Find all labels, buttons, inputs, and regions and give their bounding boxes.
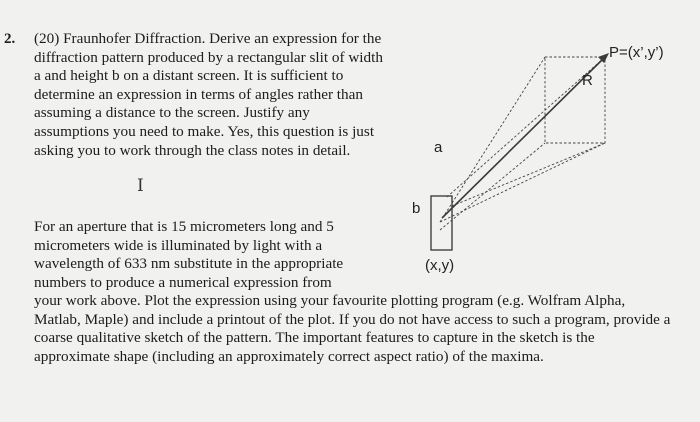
question-paragraph-1: (20) Fraunhofer Diffraction. Derive an expression for the diffraction pattern produced by a rectangular slit of width a and height b on a distant screen. It is sufficient to determine an expression in terms of angles rather than assuming a distance to the screen. Justify any assumptions you need to make. Yes, this question is just asking you to work through the class notes in detail. — [34, 30, 383, 159]
label-source-point: (x,y) — [425, 257, 455, 274]
dashed-ray-5 — [452, 143, 605, 206]
label-screen-point: P=(x’,y’) — [609, 44, 664, 61]
screen-dashed-box — [545, 57, 605, 143]
label-r: R — [582, 72, 593, 89]
text-cursor-icon: I — [137, 176, 144, 196]
question-paragraph-3: your work above. Plot the expression using your favourite plotting program (e.g. Wolfram Alpha, Matlab, Maple) and include a printout of the plot. If you do not have access to such a program, provide a coarse qualitative sketch of the pattern. The important features to capture in the sketch is the approximate shape (including an approximately correct aspect ratio) of the maxima. — [34, 292, 671, 365]
question-number: 2. — [4, 31, 16, 47]
label-a: a — [434, 139, 443, 156]
r-vector-line — [442, 57, 605, 218]
label-b: b — [412, 200, 421, 217]
dashed-ray-1 — [440, 57, 545, 222]
dashed-ray-3 — [440, 143, 545, 230]
question-paragraph-2: For an aperture that is 15 micrometers long and 5 micrometers wide is illuminated by light with a wavelength of 633 nm substitute in the appropriate numbers to produce a numerical expression from — [34, 218, 344, 291]
